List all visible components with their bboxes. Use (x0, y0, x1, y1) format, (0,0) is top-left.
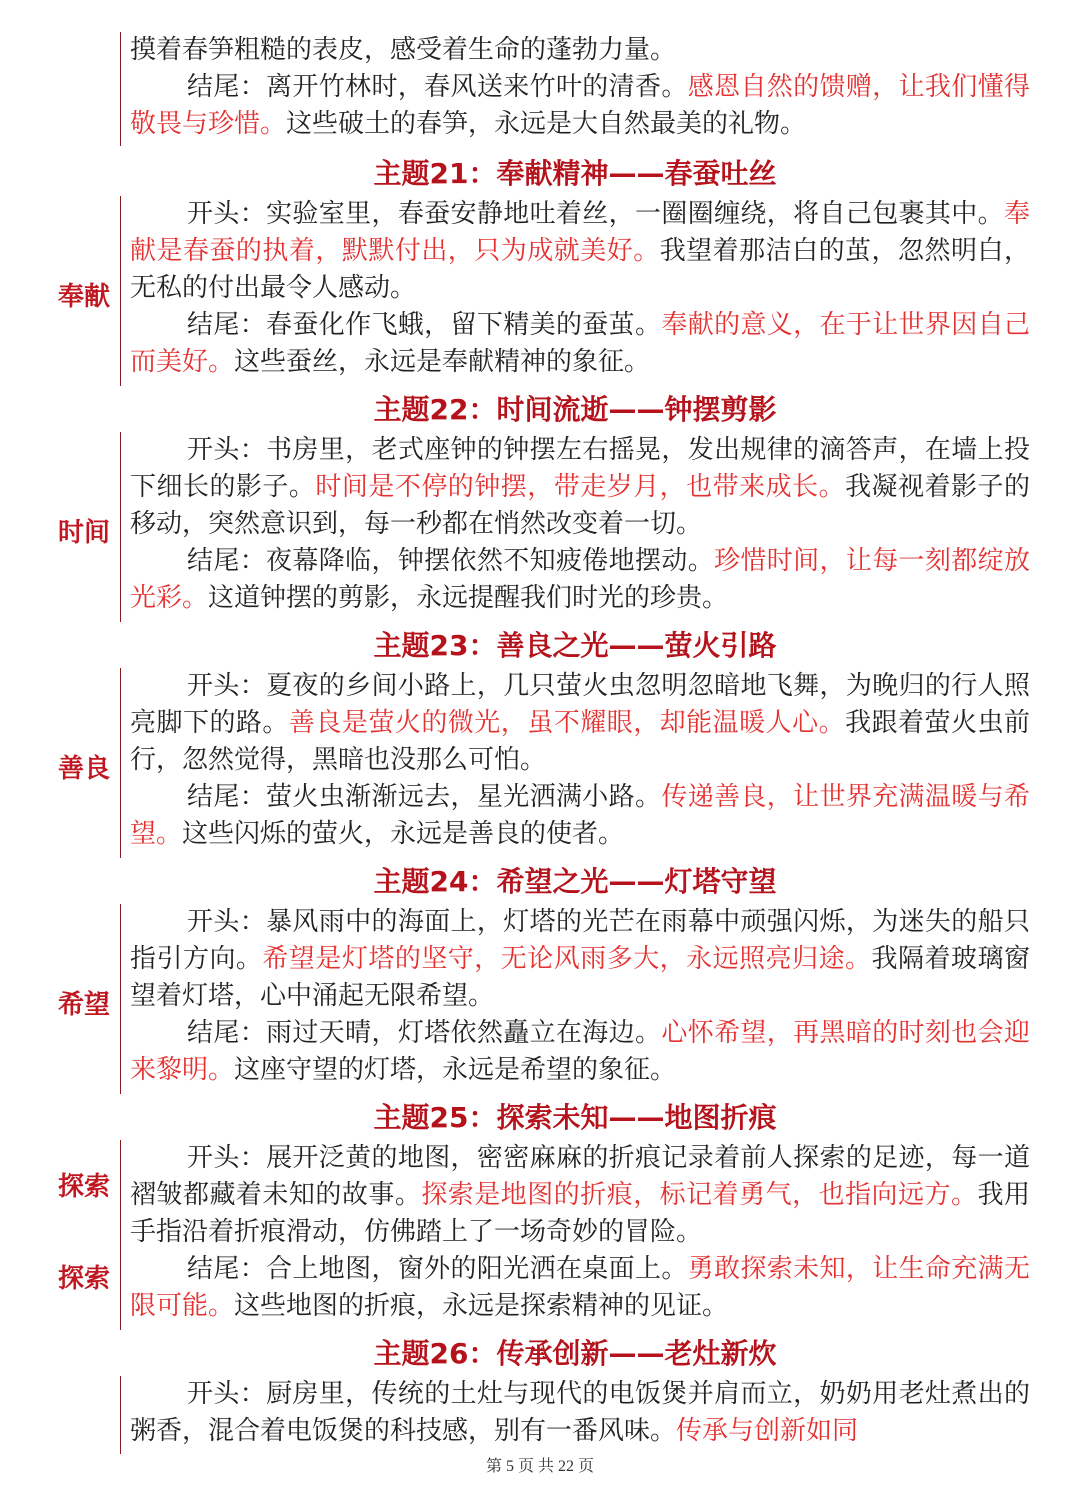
section-bar (120, 1140, 121, 1330)
intro-text: 摸着春笋粗糙的表皮，感受着生命的蓬勃力量。 (130, 35, 677, 65)
opening-text: 开头：夏夜的乡间小路上，几只萤火虫忽明忽暗地飞舞，为晚归的行人照亮脚下的路。 (130, 671, 1030, 738)
opening-paragraph (120, 904, 1030, 1015)
opening-text: 开头：厨房里，传统的土灶与现代的电饭煲并肩而立，奶奶用老灶煮出的粥香，混合着电饭煲的科技感，别有一番风味。 (130, 1379, 1030, 1446)
theme-title: 主题22：时间流逝——钟摆剪影 (373, 393, 777, 426)
side-label: 时间 (57, 518, 110, 548)
opening-text: 开头：展开泛黄的地图，密密麻麻的折痕记录着前人探索的足迹，每一道褶皱都藏着未知的故事。 (130, 1143, 1030, 1210)
theme-block (120, 1376, 1030, 1454)
intro-line (120, 32, 1030, 69)
section-bar (120, 904, 121, 1094)
intro-block (120, 32, 1030, 146)
ending-rest: 这道钟摆的剪影，永远提醒我们时光的珍贵。 (208, 583, 729, 613)
intro-ending (120, 69, 1030, 143)
opening-paragraph (120, 196, 1030, 307)
ending-rest: 这些蚕丝，永远是奉献精神的象征。 (234, 347, 651, 377)
theme-title: 主题24：希望之光——灯塔守望 (373, 865, 777, 898)
ending-highlight: 感恩自然的馈赠，让我们懂得敬畏与珍惜。 (130, 72, 1030, 139)
theme-block (57, 668, 1030, 858)
ending-text: 结尾：合上地图，窗外的阳光洒在桌面上。 (187, 1254, 688, 1284)
opening-rest: 我跟着萤火虫前行，忽然觉得，黑暗也没那么可怕。 (130, 708, 1030, 775)
side-label: 希望 (57, 990, 110, 1020)
ending-highlight: 珍惜时间，让每一刻都绽放光彩。 (130, 546, 1030, 613)
ending-rest: 这座守望的灯塔，永远是希望的象征。 (234, 1055, 677, 1085)
section-bar (120, 196, 121, 386)
opening-text: 开头：书房里，老式座钟的钟摆左右摇晃，发出规律的滴答声，在墙上投下细长的影子。 (130, 435, 1030, 502)
opening-paragraph (120, 668, 1030, 779)
ending-paragraph (120, 307, 1030, 381)
opening-rest: 我凝视着影子的移动，突然意识到，每一秒都在悄然改变着一切。 (130, 472, 1030, 539)
ending-highlight: 勇敢探索未知，让生命充满无限可能。 (130, 1254, 1030, 1321)
side-label: 奉献 (57, 282, 110, 312)
theme-block (57, 904, 1030, 1094)
section-bar (120, 668, 121, 858)
page-footer: 第 5 页 共 22 页 (485, 1458, 594, 1475)
theme-block (57, 196, 1030, 386)
ending-paragraph (120, 779, 1030, 853)
theme-block (57, 432, 1030, 622)
opening-highlight: 探索是地图的折痕，标记着勇气，也指向远方。 (421, 1180, 978, 1210)
theme-title: 主题25：探索未知——地图折痕 (373, 1101, 777, 1134)
ending-rest: 这些地图的折痕，永远是探索精神的见证。 (234, 1291, 729, 1321)
theme-title: 主题23：善良之光——萤火引路 (373, 629, 777, 662)
opening-text: 开头：暴风雨中的海面上，灯塔的光芒在雨幕中顽强闪烁，为迷失的船只指引方向。 (130, 907, 1030, 974)
ending-highlight: 奉献的意义，在于让世界因自己而美好。 (130, 310, 1030, 377)
opening-highlight: 善良是萤火的微光，虽不耀眼，却能温暖人心。 (288, 708, 846, 738)
opening-highlight: 奉献是春蚕的执着，默默付出，只为成就美好。 (130, 199, 1030, 266)
ending-text: 结尾：离开竹林时，春风送来竹叶的清香。 (187, 72, 688, 102)
opening-rest: 我用手指沿着折痕滑动，仿佛踏上了一场奇妙的冒险。 (130, 1180, 1030, 1247)
section-bar (120, 32, 121, 146)
side-label: 善良 (57, 754, 110, 784)
theme-title: 主题26：传承创新——老灶新炊 (373, 1337, 777, 1370)
ending-highlight: 传递善良，让世界充满温暖与希望。 (130, 782, 1030, 849)
ending-text: 结尾：雨过天晴，灯塔依然矗立在海边。 (187, 1018, 662, 1048)
opening-rest: 我隔着玻璃窗望着灯塔，心中涌起无限希望。 (130, 944, 1030, 1011)
opening-text: 开头：实验室里，春蚕安静地吐着丝，一圈圈缠绕，将自己包裹其中。 (187, 199, 1004, 229)
side-label: 探索 (57, 1172, 110, 1202)
ending-text: 结尾：春蚕化作飞蛾，留下精美的蚕茧。 (187, 310, 662, 340)
theme-block (57, 1140, 1030, 1330)
opening-paragraph (120, 432, 1030, 543)
ending-highlight: 心怀希望，再黑暗的时刻也会迎来黎明。 (130, 1018, 1030, 1085)
opening-highlight: 时间是不停的钟摆，带走岁月，也带来成长。 (315, 472, 846, 502)
side-label-secondary: 探索 (57, 1264, 110, 1294)
opening-highlight: 希望是灯塔的坚守，无论风雨多大，永远照亮归途。 (262, 944, 872, 974)
theme-title: 主题21：奉献精神——春蚕吐丝 (373, 157, 777, 190)
opening-highlight: 传承与创新如同 (676, 1416, 859, 1446)
ending-paragraph (120, 543, 1030, 617)
opening-rest: 我望着那洁白的茧，忽然明白，无私的付出最令人感动。 (130, 236, 1030, 303)
ending-text: 结尾：萤火虫渐渐远去，星光洒满小路。 (187, 782, 662, 812)
ending-paragraph (120, 1251, 1030, 1325)
ending-rest: 这些闪烁的萤火，永远是善良的使者。 (182, 819, 625, 849)
section-bar (120, 432, 121, 622)
ending-text: 结尾：夜幕降临，钟摆依然不知疲倦地摆动。 (187, 546, 715, 576)
section-bar (120, 1376, 121, 1454)
ending-rest: 这些破土的春笋，永远是大自然最美的礼物。 (286, 109, 807, 139)
opening-paragraph (120, 1140, 1030, 1251)
opening-paragraph (120, 1376, 1030, 1450)
ending-paragraph (120, 1015, 1030, 1089)
